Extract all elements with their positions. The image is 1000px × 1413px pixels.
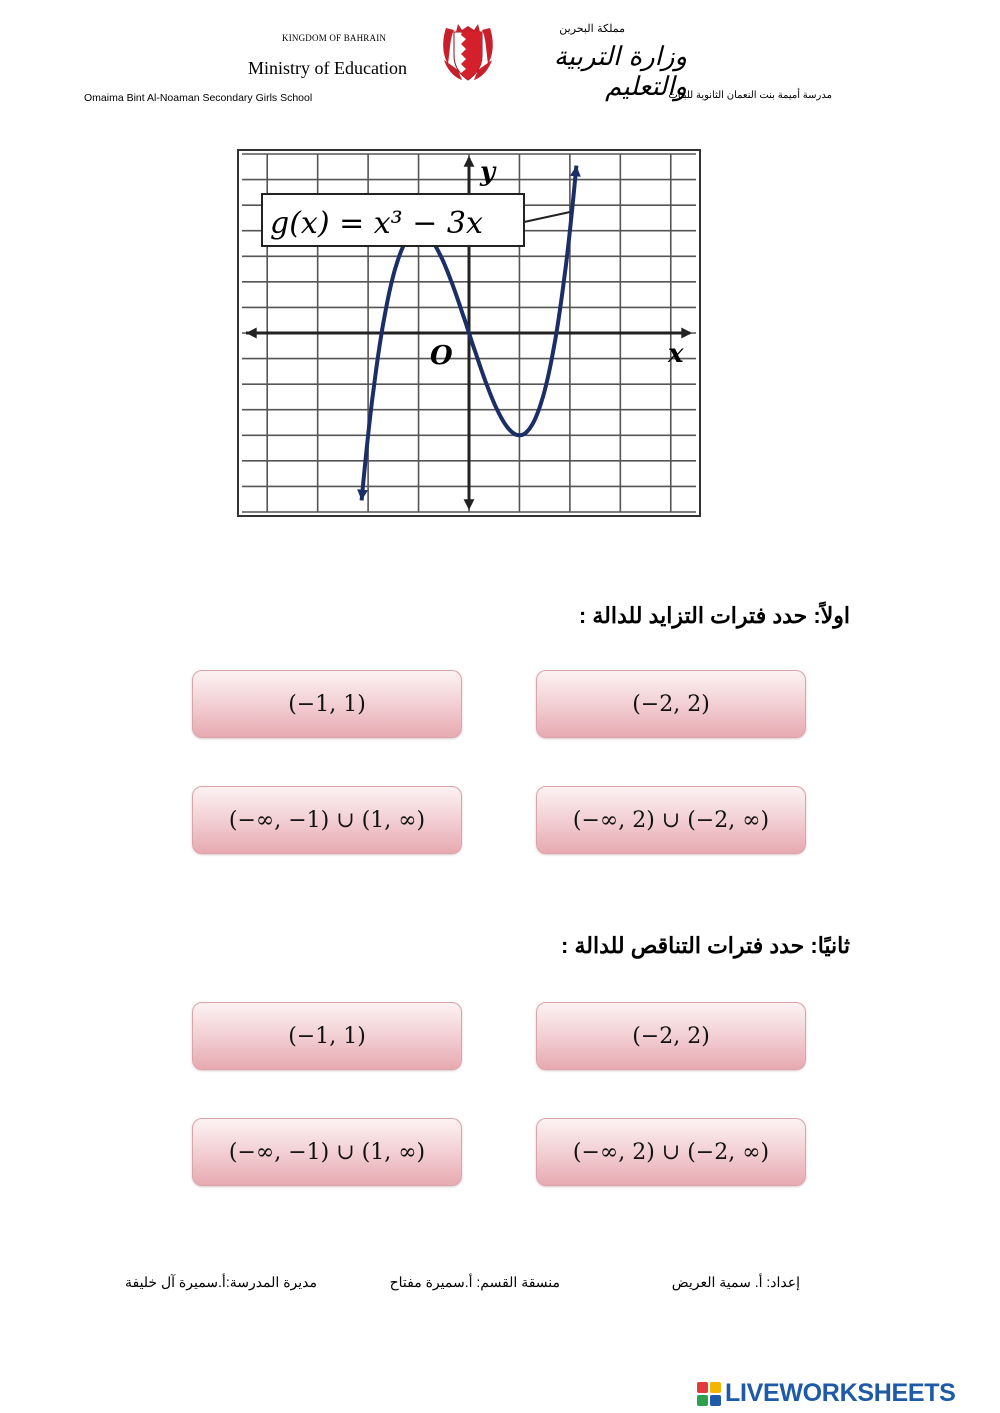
- coordinator-label: منسقة القسم: أ.سميرة مفتاح: [389, 1274, 560, 1290]
- q2-option-union-neg1-1[interactable]: (−∞, −1) ∪ (1, ∞): [192, 1118, 462, 1186]
- liveworksheets-brand-text: LIVEWORKSHEETS: [725, 1379, 956, 1407]
- q2-option-neg2-2[interactable]: (−2, 2): [536, 1002, 806, 1070]
- q1-option-neg2-2[interactable]: (−2, 2): [536, 670, 806, 738]
- origin-label: O: [430, 341, 453, 371]
- kingdom-ar-label: مملكة البحرين: [559, 22, 625, 35]
- ministry-en-label: Ministry of Education: [248, 58, 407, 78]
- increasing-question-heading: اولاً: حدد فترات التزايد للدالة :: [578, 603, 850, 628]
- q1-option-neg1-1[interactable]: (−1, 1): [192, 670, 462, 738]
- q1-option-union-neg1-1[interactable]: (−∞, −1) ∪ (1, ∞): [192, 786, 462, 854]
- function-label: g(x) = x³ − 3x: [270, 206, 483, 241]
- function-label-box: [262, 194, 570, 246]
- school-en-label: Omaima Bint Al-Noaman Secondary Girls School: [84, 92, 313, 104]
- ministry-ar-label: وزارة التربية والتعليم: [553, 42, 687, 102]
- q2-option-union-2-neg2[interactable]: (−∞, 2) ∪ (−2, ∞): [536, 1118, 806, 1186]
- function-graph: [234, 146, 704, 520]
- bahrain-emblem-icon: [440, 20, 496, 86]
- decreasing-question-heading: ثانيًا: حدد فترات التناقص للدالة :: [561, 933, 850, 958]
- q1-option-union-2-neg2[interactable]: (−∞, 2) ∪ (−2, ∞): [536, 786, 806, 854]
- liveworksheets-cubes-icon: [697, 1382, 721, 1406]
- school-ar-label: مدرسة أميمة بنت النعمان الثانوية للبنات: [668, 90, 832, 101]
- kingdom-en-label: KINGDOM OF BAHRAIN: [282, 33, 387, 43]
- x-axis-label: x: [668, 339, 684, 369]
- q2-option-neg1-1[interactable]: (−1, 1): [192, 1002, 462, 1070]
- y-axis-label: y: [480, 157, 496, 187]
- liveworksheets-logo[interactable]: [697, 1379, 956, 1408]
- principal-label: مديرة المدرسة:أ.سميرة آل خليفة: [124, 1274, 317, 1290]
- prepared-by-label: إعداد: أ. سمية العريض: [671, 1274, 800, 1290]
